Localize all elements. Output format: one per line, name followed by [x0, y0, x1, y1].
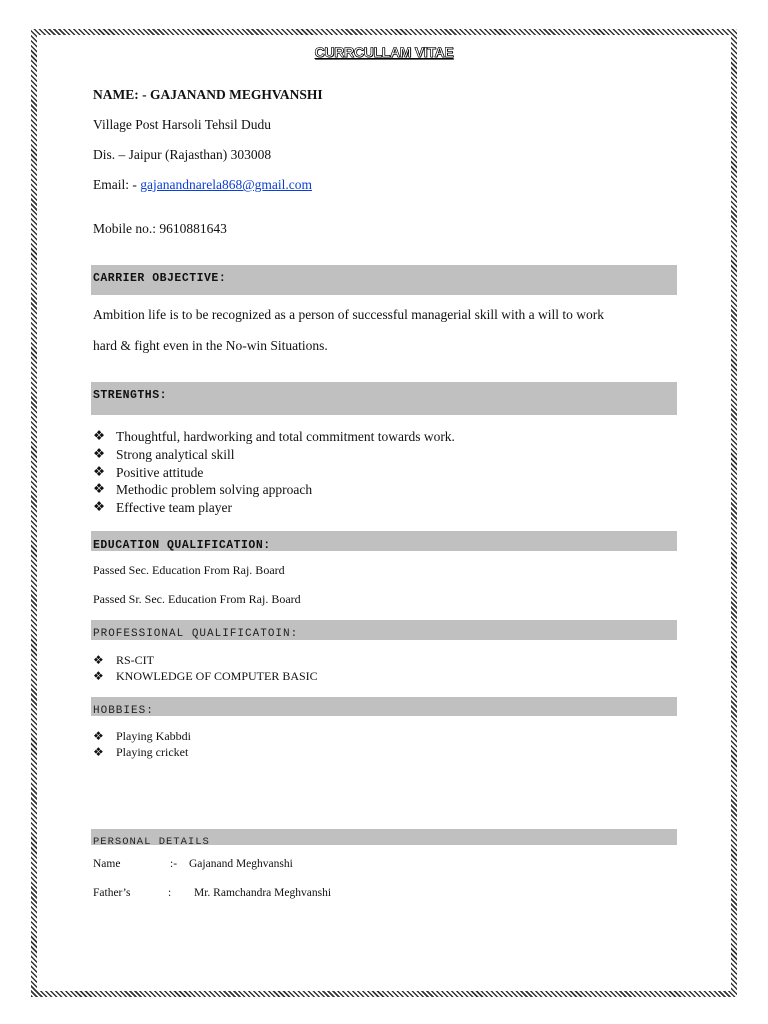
bullet-icon: ❖ — [93, 729, 104, 743]
bullet-icon: ❖ — [93, 499, 106, 516]
bullet-icon: ❖ — [93, 745, 104, 759]
row-value: Gajanand Meghvanshi — [189, 858, 293, 870]
list-item: ❖ Thoughtful, hardworking and total commitment towards work. — [93, 428, 455, 444]
hobbies-heading-bar — [91, 697, 677, 716]
row-label: Father’s — [93, 887, 131, 899]
professional-heading-bar — [91, 620, 677, 640]
email-label: Email: - — [93, 177, 141, 192]
education-item-1: Passed Sec. Education From Raj. Board — [93, 563, 285, 577]
name-line: NAME: - GAJANAND MEGHVANSHI — [93, 87, 323, 102]
document-title: CURRCULLAM VITAE — [314, 44, 454, 60]
education-item-2: Passed Sr. Sec. Education From Raj. Board — [93, 592, 301, 606]
row-separator: : — [168, 887, 172, 899]
objective-heading: CARRIER OBJECTIVE: — [93, 272, 227, 285]
email-link[interactable]: gajanandnarela868@gmail.com — [140, 177, 312, 192]
row-value: Mr. Ramchandra Meghvanshi — [194, 887, 332, 899]
education-heading: EDUCATION QUALIFICATION: — [93, 539, 271, 552]
address-line-2: Dis. – Jaipur (Rajasthan) 303008 — [93, 147, 272, 162]
objective-heading-bar — [91, 265, 677, 295]
education-heading-bar — [91, 531, 677, 551]
strengths-heading: STRENGTHS: — [93, 389, 168, 402]
list-item: ❖ Methodic problem solving approach — [93, 481, 313, 498]
bullet-icon: ❖ — [93, 653, 104, 667]
list-item: ❖ Strong analytical skill — [93, 445, 235, 462]
list-item: ❖ RS-CIT — [93, 653, 155, 667]
bullet-icon: ❖ — [93, 445, 106, 462]
bullet-icon: ❖ — [93, 481, 106, 498]
mobile-line: Mobile no.: 9610881643 — [93, 221, 227, 236]
personal-row-father — [93, 887, 493, 903]
list-item: ❖ Positive attitude — [93, 463, 204, 480]
list-item: ❖ Effective team player — [93, 499, 232, 516]
row-label: Name — [93, 858, 121, 870]
row-separator: :- — [170, 858, 178, 870]
strengths-list — [93, 428, 455, 517]
hobbies-list — [93, 728, 191, 760]
address-line-1: Village Post Harsoli Tehsil Dudu — [93, 117, 271, 132]
list-item: ❖ KNOWLEDGE OF COMPUTER BASIC — [93, 669, 318, 683]
email-line — [93, 177, 312, 193]
personal-heading-bar — [91, 829, 677, 848]
professional-list — [93, 652, 318, 684]
list-item: ❖ Playing cricket — [93, 745, 189, 759]
bullet-icon: ❖ — [93, 669, 104, 683]
professional-heading: PROFESSIONAL QUALIFICATOIN: — [93, 628, 299, 640]
hobbies-heading: HOBBIES: — [93, 705, 154, 717]
objective-text-1: Ambition life is to be recognized as a person of successful managerial skill with a will to work — [93, 307, 604, 322]
bullet-icon: ❖ — [93, 463, 106, 480]
list-item: ❖ Playing Kabbdi — [93, 729, 191, 743]
strengths-heading-bar — [91, 382, 677, 415]
bullet-icon: ❖ — [93, 428, 106, 444]
personal-heading: PERSONAL DETAILS — [93, 836, 210, 848]
personal-row-name — [93, 858, 493, 874]
objective-text-2: hard & fight even in the No-win Situations. — [93, 338, 328, 353]
